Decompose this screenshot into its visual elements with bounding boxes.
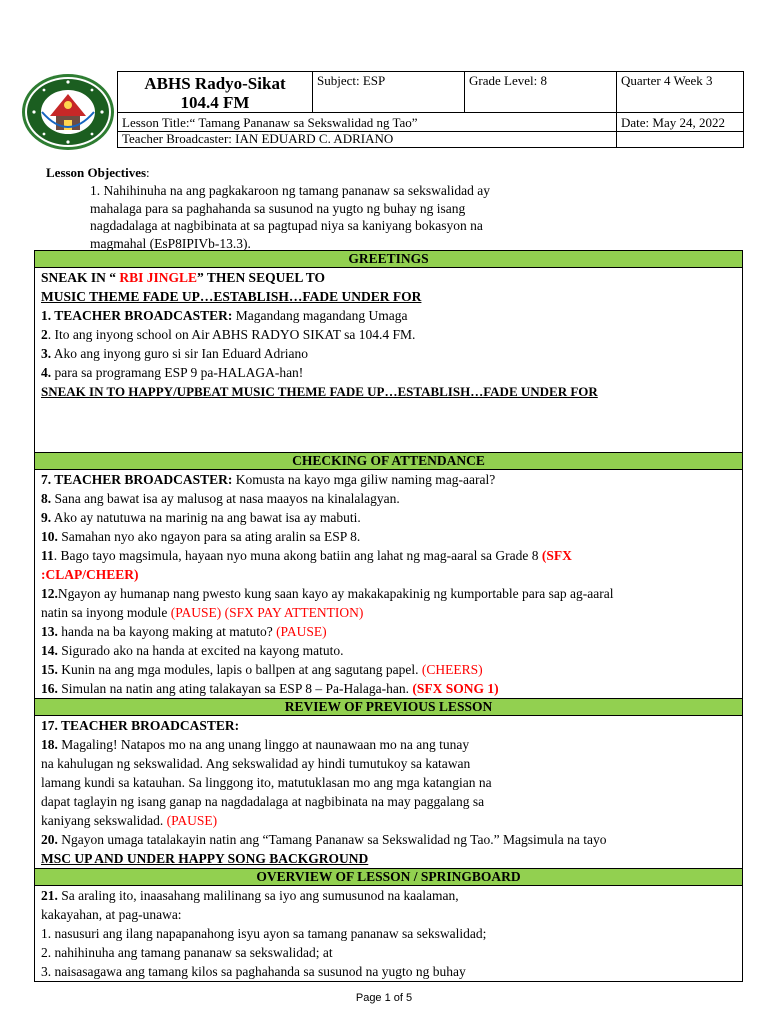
music-cue: MSC UP AND UNDER HAPPY SONG BACKGROUND <box>41 851 369 866</box>
lesson-title-cell: Lesson Title:“ Tamang Pananaw sa Sekswalidad ng Tao” <box>118 113 617 132</box>
subject-cell: Subject: ESP <box>313 72 465 113</box>
script-line: 10. Samahan nyo ako ngayon para sa ating aralin sa ESP 8. <box>41 529 361 544</box>
script-line: dapat taglayin ng isang ganap na nagdadalaga at nagbibinata na may paggalang sa <box>41 794 485 809</box>
music-cue: SNEAK IN TO HAPPY/UPBEAT MUSIC THEME FADE UP…ESTABLISH…FADE UNDER FOR <box>41 384 598 399</box>
lesson-objectives-text <box>90 182 560 252</box>
music-cue: SNEAK IN “ RBI JINGLE” THEN SEQUEL TO <box>41 270 325 285</box>
script-line: 3. Ako ang inyong guro si sir Ian Eduard Adriano <box>41 346 308 361</box>
greetings-section <box>35 268 743 453</box>
script-line: 16. Simulan na natin ang ating talakayan sa ESP 8 – Pa-Halaga-han. (SFX SONG 1) <box>41 681 499 696</box>
script-line: 21. Sa araling ito, inaasahang malilinang sa iyo ang sumusunod na kaalaman, <box>41 888 459 903</box>
station-name <box>118 72 313 113</box>
script-line: 13. handa na ba kayong making at matuto? (PAUSE) <box>41 624 327 639</box>
script-line: 15. Kunin na ang mga modules, lapis o ballpen at ang sagutang papel. (CHEERS) <box>41 662 483 677</box>
script-line: kakayahan, at pag-unawa: <box>41 907 182 922</box>
script-line: 18. Magaling! Natapos mo na ang unang linggo at naunawaan mo na ang tunay <box>41 737 470 752</box>
script-line: 1. nasusuri ang ilang napapanahong isyu ayon sa tamang pananaw sa sekswalidad; <box>41 926 487 941</box>
review-section <box>35 716 743 869</box>
objective-line: nagdadalaga at nagbibinata at sa pagtupad niya sa kaniyang bokasyon na <box>90 218 483 233</box>
script-line: 17. TEACHER BROADCASTER: <box>41 718 240 733</box>
empty-cell <box>617 132 744 148</box>
script-line: 4. para sa programang ESP 9 pa-HALAGA-han! <box>41 365 304 380</box>
script-line: 7. TEACHER BROADCASTER: Komusta na kayo mga giliw naming mag-aaral? <box>41 472 496 487</box>
station-name-line1: ABHS Radyo-Sikat <box>144 74 286 93</box>
script-line: 8. Sana ang bawat isa ay malusog at nasa maayos na kinalalagyan. <box>41 491 400 506</box>
script-line: 12.Ngayon ay humanap nang pwesto kung saan kayo ay makakapakinig ng kumportable para sap ag-aaral <box>41 586 614 601</box>
script-line: 11. Bago tayo magsimula, hayaan nyo muna akong batiin ang lahat ng mag-aaral sa Grade 8 (SFX <box>41 548 572 563</box>
script-line: na kahulugan ng sekswalidad. Ang sekswalidad ay hindi tumutukoy sa katawan <box>41 756 471 771</box>
script-line: 2. nahihinuha ang tamang pananaw sa sekswalidad; at <box>41 945 333 960</box>
script-line: 1. TEACHER BROADCASTER: Magandang magandang Umaga <box>41 308 408 323</box>
script-line: lamang kundi sa katauhan. Sa linggong ito, matutuklasan mo ang mga katangian na <box>41 775 492 790</box>
jingle-name: RBI JINGLE <box>119 270 198 285</box>
school-seal-logo <box>20 72 116 152</box>
script-line: kaniyang sekswalidad. (PAUSE) <box>41 813 218 828</box>
script-line: 20. Ngayon umaga tatalakayin natin ang “Tamang Pananaw sa Sekswalidad ng Tao.” Magsimula na tayo <box>41 832 607 847</box>
page-number: Page 1 of 5 <box>355 992 413 1004</box>
sfx-cue: :CLAP/CHEER) <box>41 567 139 582</box>
attendance-section <box>35 470 743 699</box>
radio-script-table <box>34 250 743 982</box>
objective-line: magmahal (EsP8IPIVb-13.3). <box>90 235 251 251</box>
date-cell: Date: May 24, 2022 <box>617 113 744 132</box>
section-header-greetings: GREETINGS <box>35 251 743 268</box>
script-line: natin sa inyong module (PAUSE) (SFX PAY ATTENTION) <box>41 605 364 620</box>
page-footer <box>0 992 768 1004</box>
script-line: 2. Ito ang inyong school on Air ABHS RADYO SIKAT sa 104.4 FM. <box>41 327 416 342</box>
station-frequency: 104.4 FM <box>180 93 250 112</box>
section-header-overview: OVERVIEW OF LESSON / SPRINGBOARD <box>35 869 743 886</box>
music-cue: MUSIC THEME FADE UP…ESTABLISH…FADE UNDER FOR <box>41 289 422 304</box>
quarter-week-cell: Quarter 4 Week 3 <box>617 72 744 113</box>
section-header-review: REVIEW OF PREVIOUS LESSON <box>35 699 743 716</box>
script-line: 3. naisasagawa ang tamang kilos sa paghahanda sa susunod na yugto ng buhay <box>41 964 466 979</box>
script-line: 14. Sigurado ako na handa at excited na kayong matuto. <box>41 643 344 658</box>
grade-level-cell: Grade Level: 8 <box>465 72 617 113</box>
section-header-attendance: CHECKING OF ATTENDANCE <box>35 453 743 470</box>
overview-section <box>35 886 743 982</box>
objective-line: mahalaga para sa paghahanda sa susunod na yugto ng buhay ng isang <box>90 200 466 216</box>
header-table <box>117 71 744 148</box>
teacher-broadcaster-cell: Teacher Broadcaster: IAN EDUARD C. ADRIANO <box>118 132 617 148</box>
objective-line: 1. Nahihinuha na ang pagkakaroon ng tamang pananaw sa sekswalidad ay <box>90 183 490 198</box>
script-line: 9. Ako ay natutuwa na marinig na ang bawat isa ay mabuti. <box>41 510 361 525</box>
lesson-objectives-heading: Lesson Objectives: <box>46 165 150 180</box>
